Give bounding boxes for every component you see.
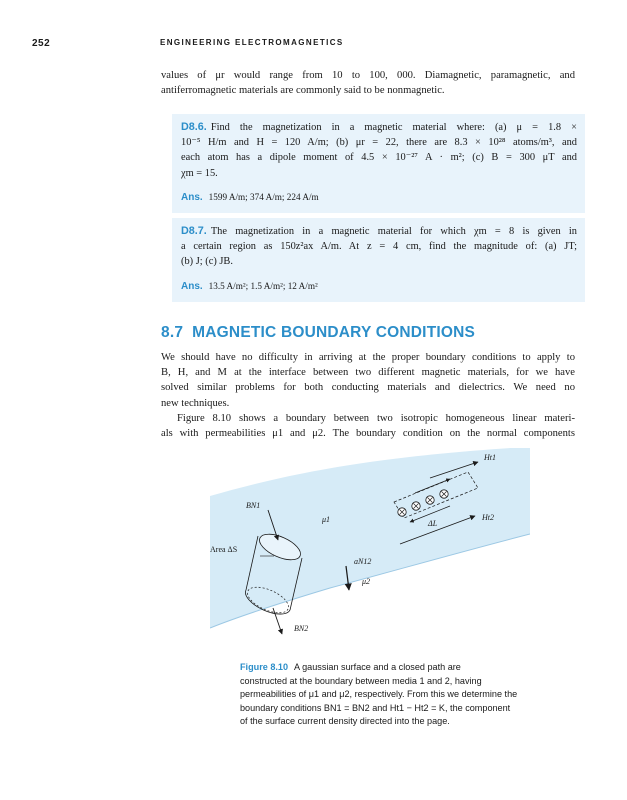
text-line: als with permeabilities μ1 and μ2. The boundary condition on the normal components <box>161 428 575 440</box>
text-line: We should have no difficulty in arriving at the proper boundary conditions to apply to <box>161 352 575 363</box>
text-line: 10⁻⁵ H/m and H = 120 A/m; (b) μr = 22, there are 8.3 × 10²⁸ atoms/m³, and <box>181 137 577 149</box>
drill-label: D8.6. <box>181 121 207 133</box>
page-header <box>32 38 592 52</box>
section-heading <box>161 324 475 342</box>
text-line: B, H, and M at the interface between two different magnetic materials, for we have <box>161 367 575 379</box>
text-line: each atom has a dipole moment of 4.5 × 10⁻²⁷ A · m²; (c) B = 300 μT and <box>181 152 577 164</box>
drill-problem-8-6 <box>172 114 585 213</box>
bn1-label: BN1 <box>246 501 261 510</box>
region-1 <box>210 448 530 628</box>
text-line: χm = 15. <box>181 167 218 179</box>
section-title: MAGNETIC BOUNDARY CONDITIONS <box>192 324 476 341</box>
ht1-label: Ht1 <box>484 453 496 462</box>
text-line: new techniques. <box>161 397 230 409</box>
section-number: 8.7 <box>161 324 184 341</box>
text-line: constructed at the boundary between media 1 and 2, having <box>240 675 482 686</box>
caption-label: Figure 8.10 <box>240 662 289 672</box>
text-line: a certain region as 150z²ax A/m. At z = 4 cm, find the magnitude of: (a) JT; <box>181 241 577 253</box>
intro-paragraph <box>161 68 575 98</box>
boundary-figure <box>210 448 530 658</box>
bn2-arrow <box>273 608 282 634</box>
text-line: Figure 8.10 shows a boundary between two isotropic homogeneous linear materi- <box>177 413 575 424</box>
body-paragraph-2 <box>161 411 575 441</box>
answer-text: 13.5 A/m²; 1.5 A/m²; 12 A/m² <box>208 280 318 291</box>
mu1-label: μ1 <box>322 515 331 524</box>
text-line: A gaussian surface and a closed path are <box>294 662 461 672</box>
body-paragraph-1 <box>161 350 575 411</box>
ht2-label: Ht2 <box>482 513 494 522</box>
page-number: 252 <box>32 38 51 49</box>
bn2-label: BN2 <box>294 624 309 633</box>
an12-label: aN12 <box>354 557 372 566</box>
figure-caption <box>240 661 560 729</box>
answer-text: 1599 A/m; 374 A/m; 224 A/m <box>208 191 319 202</box>
area-label: Area ΔS <box>210 545 238 554</box>
text-line: solved similar problems for both conducting materials and dielectrics. We need no <box>161 382 575 394</box>
dl-label: ΔL <box>428 519 438 528</box>
drill-problem-8-7 <box>172 218 585 302</box>
text-line: antiferromagnetic materials are commonly said to be nonmagnetic. <box>161 85 445 97</box>
text-line: values of μr would range from 10 to 100, 000. Diamagnetic, paramagnetic, and <box>161 70 575 81</box>
drill-label: D8.7. <box>181 225 207 237</box>
text-line: boundary conditions BN1 = BN2 and Ht1 − Ht2 = K, the component <box>240 702 511 713</box>
mu2-label: μ2 <box>362 577 371 586</box>
text-line: Find the magnetization in a magnetic material where: (a) μ = 1.8 × <box>210 122 577 133</box>
answer-label: Ans. <box>181 191 203 203</box>
answer-label: Ans. <box>181 280 203 292</box>
text-line: of the surface current density directed into the page. <box>240 716 450 727</box>
text-line: (b) J; (c) JB. <box>181 256 233 268</box>
text-line: The magnetization in a magnetic material for which χm = 8 is given in <box>210 226 577 237</box>
running-head: ENGINEERING ELECTROMAGNETICS <box>160 38 344 47</box>
text-line: permeabilities of μ1 and μ2, respectively. From this we determine the <box>240 689 518 700</box>
